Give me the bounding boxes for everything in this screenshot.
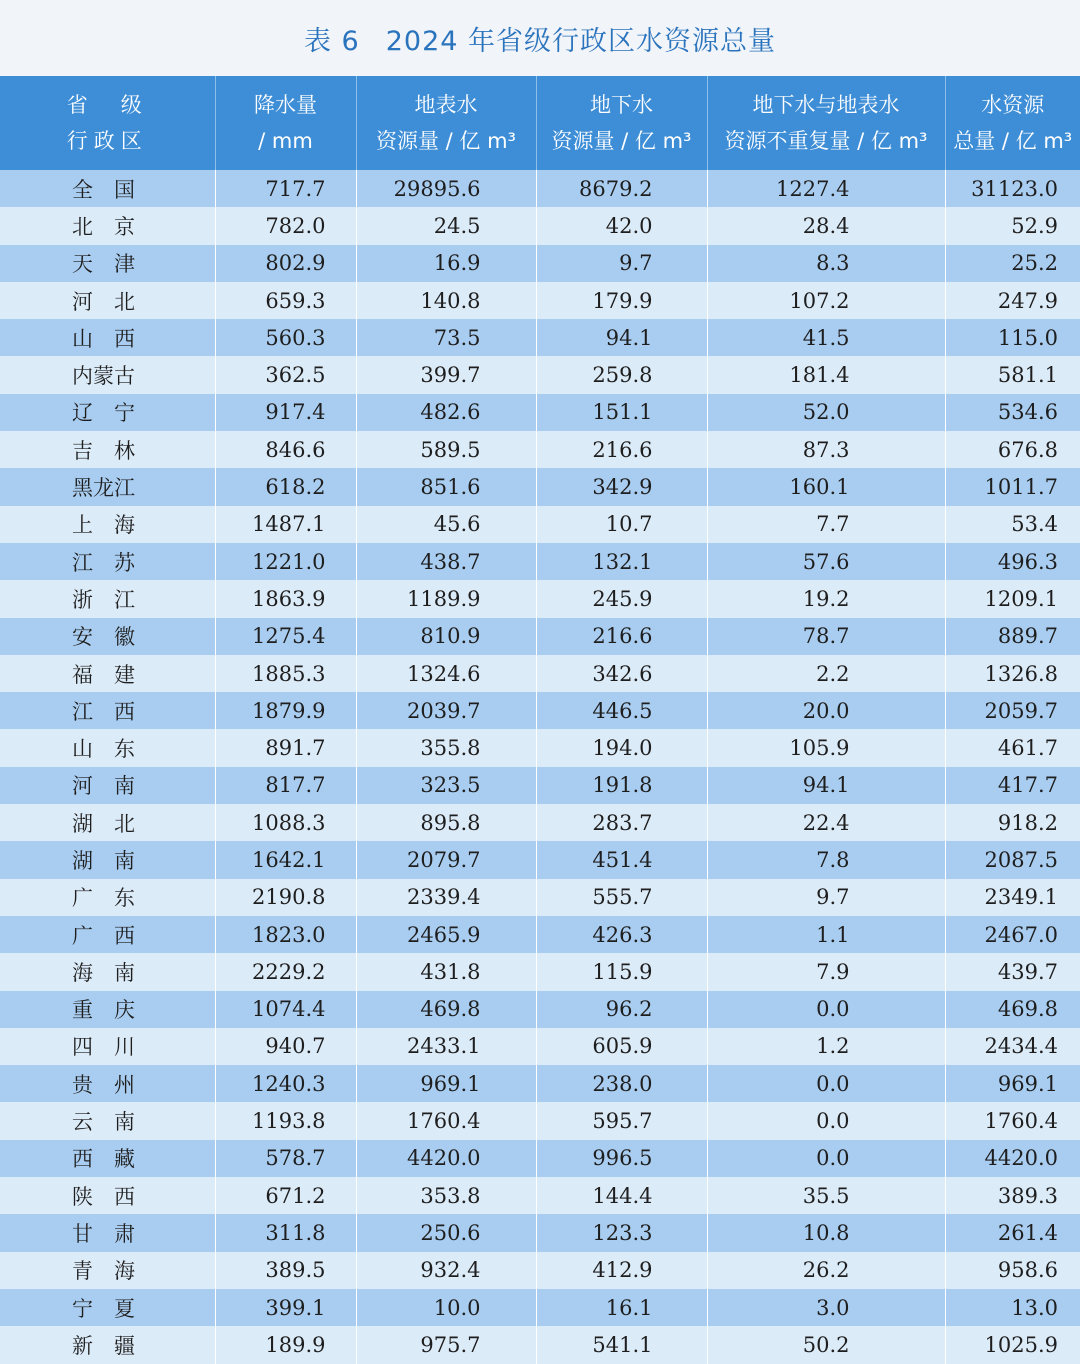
- table-row: [0, 431, 1080, 468]
- total-cell: 261.4: [945, 1214, 1080, 1251]
- table-row: [0, 1289, 1080, 1326]
- province-cell: 广 西: [0, 916, 215, 953]
- total-cell: 247.9: [945, 282, 1080, 319]
- province-cell: 河 南: [0, 767, 215, 804]
- surface-water-cell: 895.8: [356, 804, 536, 841]
- table-body: [0, 170, 1080, 1364]
- total-cell: 1326.8: [945, 655, 1080, 692]
- table-row: [0, 655, 1080, 692]
- surface-water-cell: 482.6: [356, 394, 536, 431]
- precipitation-cell: 940.7: [215, 1028, 356, 1065]
- precipitation-cell: 1074.4: [215, 991, 356, 1028]
- province-cell: 天 津: [0, 245, 215, 282]
- total-cell: 115.0: [945, 319, 1080, 356]
- groundwater-cell: 426.3: [536, 916, 707, 953]
- table-title: [0, 0, 1080, 76]
- total-cell: 439.7: [945, 953, 1080, 990]
- header-line: 省 级: [0, 87, 215, 123]
- surface-water-cell: 932.4: [356, 1252, 536, 1289]
- table-row: [0, 170, 1080, 207]
- header-line: 资源不重复量 / 亿 m³: [708, 123, 945, 159]
- non-overlap-cell: 7.8: [707, 841, 945, 878]
- precipitation-cell: 1879.9: [215, 692, 356, 729]
- table-row: [0, 1214, 1080, 1251]
- precipitation-cell: 891.7: [215, 729, 356, 766]
- groundwater-cell: 446.5: [536, 692, 707, 729]
- surface-water-cell: 2339.4: [356, 879, 536, 916]
- province-cell: 上 海: [0, 506, 215, 543]
- header-line: 水资源: [946, 87, 1080, 123]
- header-row: [0, 76, 1080, 170]
- province-cell: 福 建: [0, 655, 215, 692]
- groundwater-cell: 259.8: [536, 356, 707, 393]
- province-cell: 吉 林: [0, 431, 215, 468]
- table-row: [0, 879, 1080, 916]
- non-overlap-cell: 19.2: [707, 580, 945, 617]
- total-cell: 1011.7: [945, 468, 1080, 505]
- surface-water-cell: 399.7: [356, 356, 536, 393]
- precipitation-cell: 2229.2: [215, 953, 356, 990]
- surface-water-cell: 2039.7: [356, 692, 536, 729]
- province-cell: 北 京: [0, 207, 215, 244]
- table-number: 表 6: [304, 26, 360, 57]
- header-line: 资源量 / 亿 m³: [537, 123, 707, 159]
- groundwater-cell: 94.1: [536, 319, 707, 356]
- province-cell: 山 东: [0, 729, 215, 766]
- table-row: [0, 1177, 1080, 1214]
- groundwater-cell: 16.1: [536, 1289, 707, 1326]
- precipitation-cell: 1885.3: [215, 655, 356, 692]
- province-cell: 湖 北: [0, 804, 215, 841]
- table-caption: 2024 年省级行政区水资源总量: [386, 26, 776, 57]
- groundwater-cell: 10.7: [536, 506, 707, 543]
- total-cell: 581.1: [945, 356, 1080, 393]
- groundwater-cell: 9.7: [536, 245, 707, 282]
- surface-water-cell: 1189.9: [356, 580, 536, 617]
- total-cell: 969.1: [945, 1065, 1080, 1102]
- non-overlap-cell: 0.0: [707, 1140, 945, 1177]
- groundwater-cell: 115.9: [536, 953, 707, 990]
- table-row: [0, 245, 1080, 282]
- precipitation-cell: 311.8: [215, 1214, 356, 1251]
- non-overlap-cell: 107.2: [707, 282, 945, 319]
- province-cell: 重 庆: [0, 991, 215, 1028]
- precipitation-cell: 717.7: [215, 170, 356, 207]
- non-overlap-cell: 0.0: [707, 1065, 945, 1102]
- surface-water-cell: 1324.6: [356, 655, 536, 692]
- surface-water-cell: 969.1: [356, 1065, 536, 1102]
- total-cell: 2087.5: [945, 841, 1080, 878]
- non-overlap-cell: 7.7: [707, 506, 945, 543]
- province-cell: 海 南: [0, 953, 215, 990]
- total-cell: 1025.9: [945, 1326, 1080, 1363]
- groundwater-cell: 194.0: [536, 729, 707, 766]
- total-cell: 53.4: [945, 506, 1080, 543]
- table-row: [0, 618, 1080, 655]
- groundwater-cell: 132.1: [536, 543, 707, 580]
- non-overlap-cell: 8.3: [707, 245, 945, 282]
- precipitation-cell: 389.5: [215, 1252, 356, 1289]
- table-row: [0, 1102, 1080, 1139]
- non-overlap-cell: 2.2: [707, 655, 945, 692]
- groundwater-cell: 342.6: [536, 655, 707, 692]
- non-overlap-cell: 9.7: [707, 879, 945, 916]
- header-surface-water: [356, 76, 536, 170]
- groundwater-cell: 595.7: [536, 1102, 707, 1139]
- header-line: 地下水: [537, 87, 707, 123]
- surface-water-cell: 16.9: [356, 245, 536, 282]
- province-cell: 黑龙江: [0, 468, 215, 505]
- header-precipitation: [215, 76, 356, 170]
- groundwater-cell: 996.5: [536, 1140, 707, 1177]
- total-cell: 461.7: [945, 729, 1080, 766]
- non-overlap-cell: 1.2: [707, 1028, 945, 1065]
- groundwater-cell: 412.9: [536, 1252, 707, 1289]
- table-row: [0, 580, 1080, 617]
- province-cell: 西 藏: [0, 1140, 215, 1177]
- total-cell: 52.9: [945, 207, 1080, 244]
- surface-water-cell: 24.5: [356, 207, 536, 244]
- total-cell: 2349.1: [945, 879, 1080, 916]
- precipitation-cell: 1275.4: [215, 618, 356, 655]
- non-overlap-cell: 0.0: [707, 991, 945, 1028]
- surface-water-cell: 29895.6: [356, 170, 536, 207]
- precipitation-cell: 1193.8: [215, 1102, 356, 1139]
- surface-water-cell: 589.5: [356, 431, 536, 468]
- groundwater-cell: 216.6: [536, 431, 707, 468]
- table-row: [0, 1326, 1080, 1363]
- header-total: [945, 76, 1080, 170]
- header-non-overlap: [707, 76, 945, 170]
- non-overlap-cell: 41.5: [707, 319, 945, 356]
- precipitation-cell: 1088.3: [215, 804, 356, 841]
- province-cell: 宁 夏: [0, 1289, 215, 1326]
- groundwater-cell: 151.1: [536, 394, 707, 431]
- total-cell: 1209.1: [945, 580, 1080, 617]
- precipitation-cell: 189.9: [215, 1326, 356, 1363]
- table-row: [0, 841, 1080, 878]
- total-cell: 2059.7: [945, 692, 1080, 729]
- precipitation-cell: 802.9: [215, 245, 356, 282]
- surface-water-cell: 323.5: [356, 767, 536, 804]
- header-line: 地表水: [357, 87, 536, 123]
- groundwater-cell: 245.9: [536, 580, 707, 617]
- total-cell: 389.3: [945, 1177, 1080, 1214]
- precipitation-cell: 917.4: [215, 394, 356, 431]
- non-overlap-cell: 0.0: [707, 1102, 945, 1139]
- surface-water-cell: 10.0: [356, 1289, 536, 1326]
- table-row: [0, 1252, 1080, 1289]
- non-overlap-cell: 57.6: [707, 543, 945, 580]
- non-overlap-cell: 26.2: [707, 1252, 945, 1289]
- total-cell: 4420.0: [945, 1140, 1080, 1177]
- province-cell: 新 疆: [0, 1326, 215, 1363]
- non-overlap-cell: 94.1: [707, 767, 945, 804]
- precipitation-cell: 1221.0: [215, 543, 356, 580]
- surface-water-cell: 353.8: [356, 1177, 536, 1214]
- precipitation-cell: 846.6: [215, 431, 356, 468]
- non-overlap-cell: 35.5: [707, 1177, 945, 1214]
- table-row: [0, 953, 1080, 990]
- header-groundwater: [536, 76, 707, 170]
- total-cell: 534.6: [945, 394, 1080, 431]
- table-row: [0, 356, 1080, 393]
- province-cell: 江 西: [0, 692, 215, 729]
- province-cell: 四 川: [0, 1028, 215, 1065]
- header-province: [0, 76, 215, 170]
- total-cell: 417.7: [945, 767, 1080, 804]
- non-overlap-cell: 52.0: [707, 394, 945, 431]
- non-overlap-cell: 28.4: [707, 207, 945, 244]
- precipitation-cell: 1487.1: [215, 506, 356, 543]
- precipitation-cell: 659.3: [215, 282, 356, 319]
- province-cell: 内蒙古: [0, 356, 215, 393]
- non-overlap-cell: 105.9: [707, 729, 945, 766]
- province-cell: 安 徽: [0, 618, 215, 655]
- non-overlap-cell: 7.9: [707, 953, 945, 990]
- province-cell: 全 国: [0, 170, 215, 207]
- non-overlap-cell: 3.0: [707, 1289, 945, 1326]
- province-cell: 辽 宁: [0, 394, 215, 431]
- groundwater-cell: 123.3: [536, 1214, 707, 1251]
- surface-water-cell: 431.8: [356, 953, 536, 990]
- province-cell: 浙 江: [0, 580, 215, 617]
- groundwater-cell: 144.4: [536, 1177, 707, 1214]
- non-overlap-cell: 22.4: [707, 804, 945, 841]
- groundwater-cell: 8679.2: [536, 170, 707, 207]
- groundwater-cell: 42.0: [536, 207, 707, 244]
- precipitation-cell: 578.7: [215, 1140, 356, 1177]
- groundwater-cell: 451.4: [536, 841, 707, 878]
- province-cell: 江 苏: [0, 543, 215, 580]
- header-line: 降水量: [216, 87, 356, 123]
- surface-water-cell: 810.9: [356, 618, 536, 655]
- surface-water-cell: 1760.4: [356, 1102, 536, 1139]
- table-row: [0, 804, 1080, 841]
- non-overlap-cell: 160.1: [707, 468, 945, 505]
- water-resources-table: [0, 76, 1080, 1364]
- table-row: [0, 506, 1080, 543]
- total-cell: 13.0: [945, 1289, 1080, 1326]
- groundwater-cell: 555.7: [536, 879, 707, 916]
- surface-water-cell: 851.6: [356, 468, 536, 505]
- surface-water-cell: 140.8: [356, 282, 536, 319]
- header-line: 总量 / 亿 m³: [946, 123, 1080, 159]
- surface-water-cell: 438.7: [356, 543, 536, 580]
- table-row: [0, 991, 1080, 1028]
- table-row: [0, 1140, 1080, 1177]
- table-row: [0, 468, 1080, 505]
- groundwater-cell: 342.9: [536, 468, 707, 505]
- surface-water-cell: 975.7: [356, 1326, 536, 1363]
- surface-water-cell: 73.5: [356, 319, 536, 356]
- total-cell: 1760.4: [945, 1102, 1080, 1139]
- non-overlap-cell: 50.2: [707, 1326, 945, 1363]
- province-cell: 河 北: [0, 282, 215, 319]
- province-cell: 甘 肃: [0, 1214, 215, 1251]
- groundwater-cell: 96.2: [536, 991, 707, 1028]
- table-header: [0, 76, 1080, 170]
- province-cell: 青 海: [0, 1252, 215, 1289]
- precipitation-cell: 618.2: [215, 468, 356, 505]
- non-overlap-cell: 10.8: [707, 1214, 945, 1251]
- precipitation-cell: 1240.3: [215, 1065, 356, 1102]
- groundwater-cell: 191.8: [536, 767, 707, 804]
- non-overlap-cell: 1.1: [707, 916, 945, 953]
- header-line: 行政区: [0, 123, 215, 159]
- table-row: [0, 394, 1080, 431]
- groundwater-cell: 541.1: [536, 1326, 707, 1363]
- precipitation-cell: 1642.1: [215, 841, 356, 878]
- total-cell: 958.6: [945, 1252, 1080, 1289]
- non-overlap-cell: 20.0: [707, 692, 945, 729]
- groundwater-cell: 179.9: [536, 282, 707, 319]
- table-row: [0, 282, 1080, 319]
- province-cell: 广 东: [0, 879, 215, 916]
- precipitation-cell: 817.7: [215, 767, 356, 804]
- total-cell: 889.7: [945, 618, 1080, 655]
- precipitation-cell: 782.0: [215, 207, 356, 244]
- total-cell: 31123.0: [945, 170, 1080, 207]
- table-row: [0, 1028, 1080, 1065]
- surface-water-cell: 2465.9: [356, 916, 536, 953]
- total-cell: 676.8: [945, 431, 1080, 468]
- non-overlap-cell: 181.4: [707, 356, 945, 393]
- surface-water-cell: 2079.7: [356, 841, 536, 878]
- total-cell: 25.2: [945, 245, 1080, 282]
- groundwater-cell: 283.7: [536, 804, 707, 841]
- province-cell: 山 西: [0, 319, 215, 356]
- total-cell: 496.3: [945, 543, 1080, 580]
- province-cell: 云 南: [0, 1102, 215, 1139]
- total-cell: 918.2: [945, 804, 1080, 841]
- non-overlap-cell: 1227.4: [707, 170, 945, 207]
- total-cell: 2467.0: [945, 916, 1080, 953]
- precipitation-cell: 1823.0: [215, 916, 356, 953]
- groundwater-cell: 216.6: [536, 618, 707, 655]
- surface-water-cell: 469.8: [356, 991, 536, 1028]
- precipitation-cell: 362.5: [215, 356, 356, 393]
- total-cell: 2434.4: [945, 1028, 1080, 1065]
- province-cell: 湖 南: [0, 841, 215, 878]
- table-row: [0, 319, 1080, 356]
- table-row: [0, 207, 1080, 244]
- groundwater-cell: 238.0: [536, 1065, 707, 1102]
- non-overlap-cell: 87.3: [707, 431, 945, 468]
- total-cell: 469.8: [945, 991, 1080, 1028]
- header-line: / mm: [216, 123, 356, 159]
- surface-water-cell: 355.8: [356, 729, 536, 766]
- table-row: [0, 729, 1080, 766]
- precipitation-cell: 560.3: [215, 319, 356, 356]
- header-line: 地下水与地表水: [708, 87, 945, 123]
- precipitation-cell: 671.2: [215, 1177, 356, 1214]
- province-cell: 陕 西: [0, 1177, 215, 1214]
- province-cell: 贵 州: [0, 1065, 215, 1102]
- precipitation-cell: 2190.8: [215, 879, 356, 916]
- table-row: [0, 916, 1080, 953]
- table-row: [0, 1065, 1080, 1102]
- header-line: 资源量 / 亿 m³: [357, 123, 536, 159]
- table-row: [0, 543, 1080, 580]
- precipitation-cell: 399.1: [215, 1289, 356, 1326]
- surface-water-cell: 250.6: [356, 1214, 536, 1251]
- non-overlap-cell: 78.7: [707, 618, 945, 655]
- table-row: [0, 767, 1080, 804]
- surface-water-cell: 45.6: [356, 506, 536, 543]
- surface-water-cell: 4420.0: [356, 1140, 536, 1177]
- table-row: [0, 692, 1080, 729]
- surface-water-cell: 2433.1: [356, 1028, 536, 1065]
- groundwater-cell: 605.9: [536, 1028, 707, 1065]
- precipitation-cell: 1863.9: [215, 580, 356, 617]
